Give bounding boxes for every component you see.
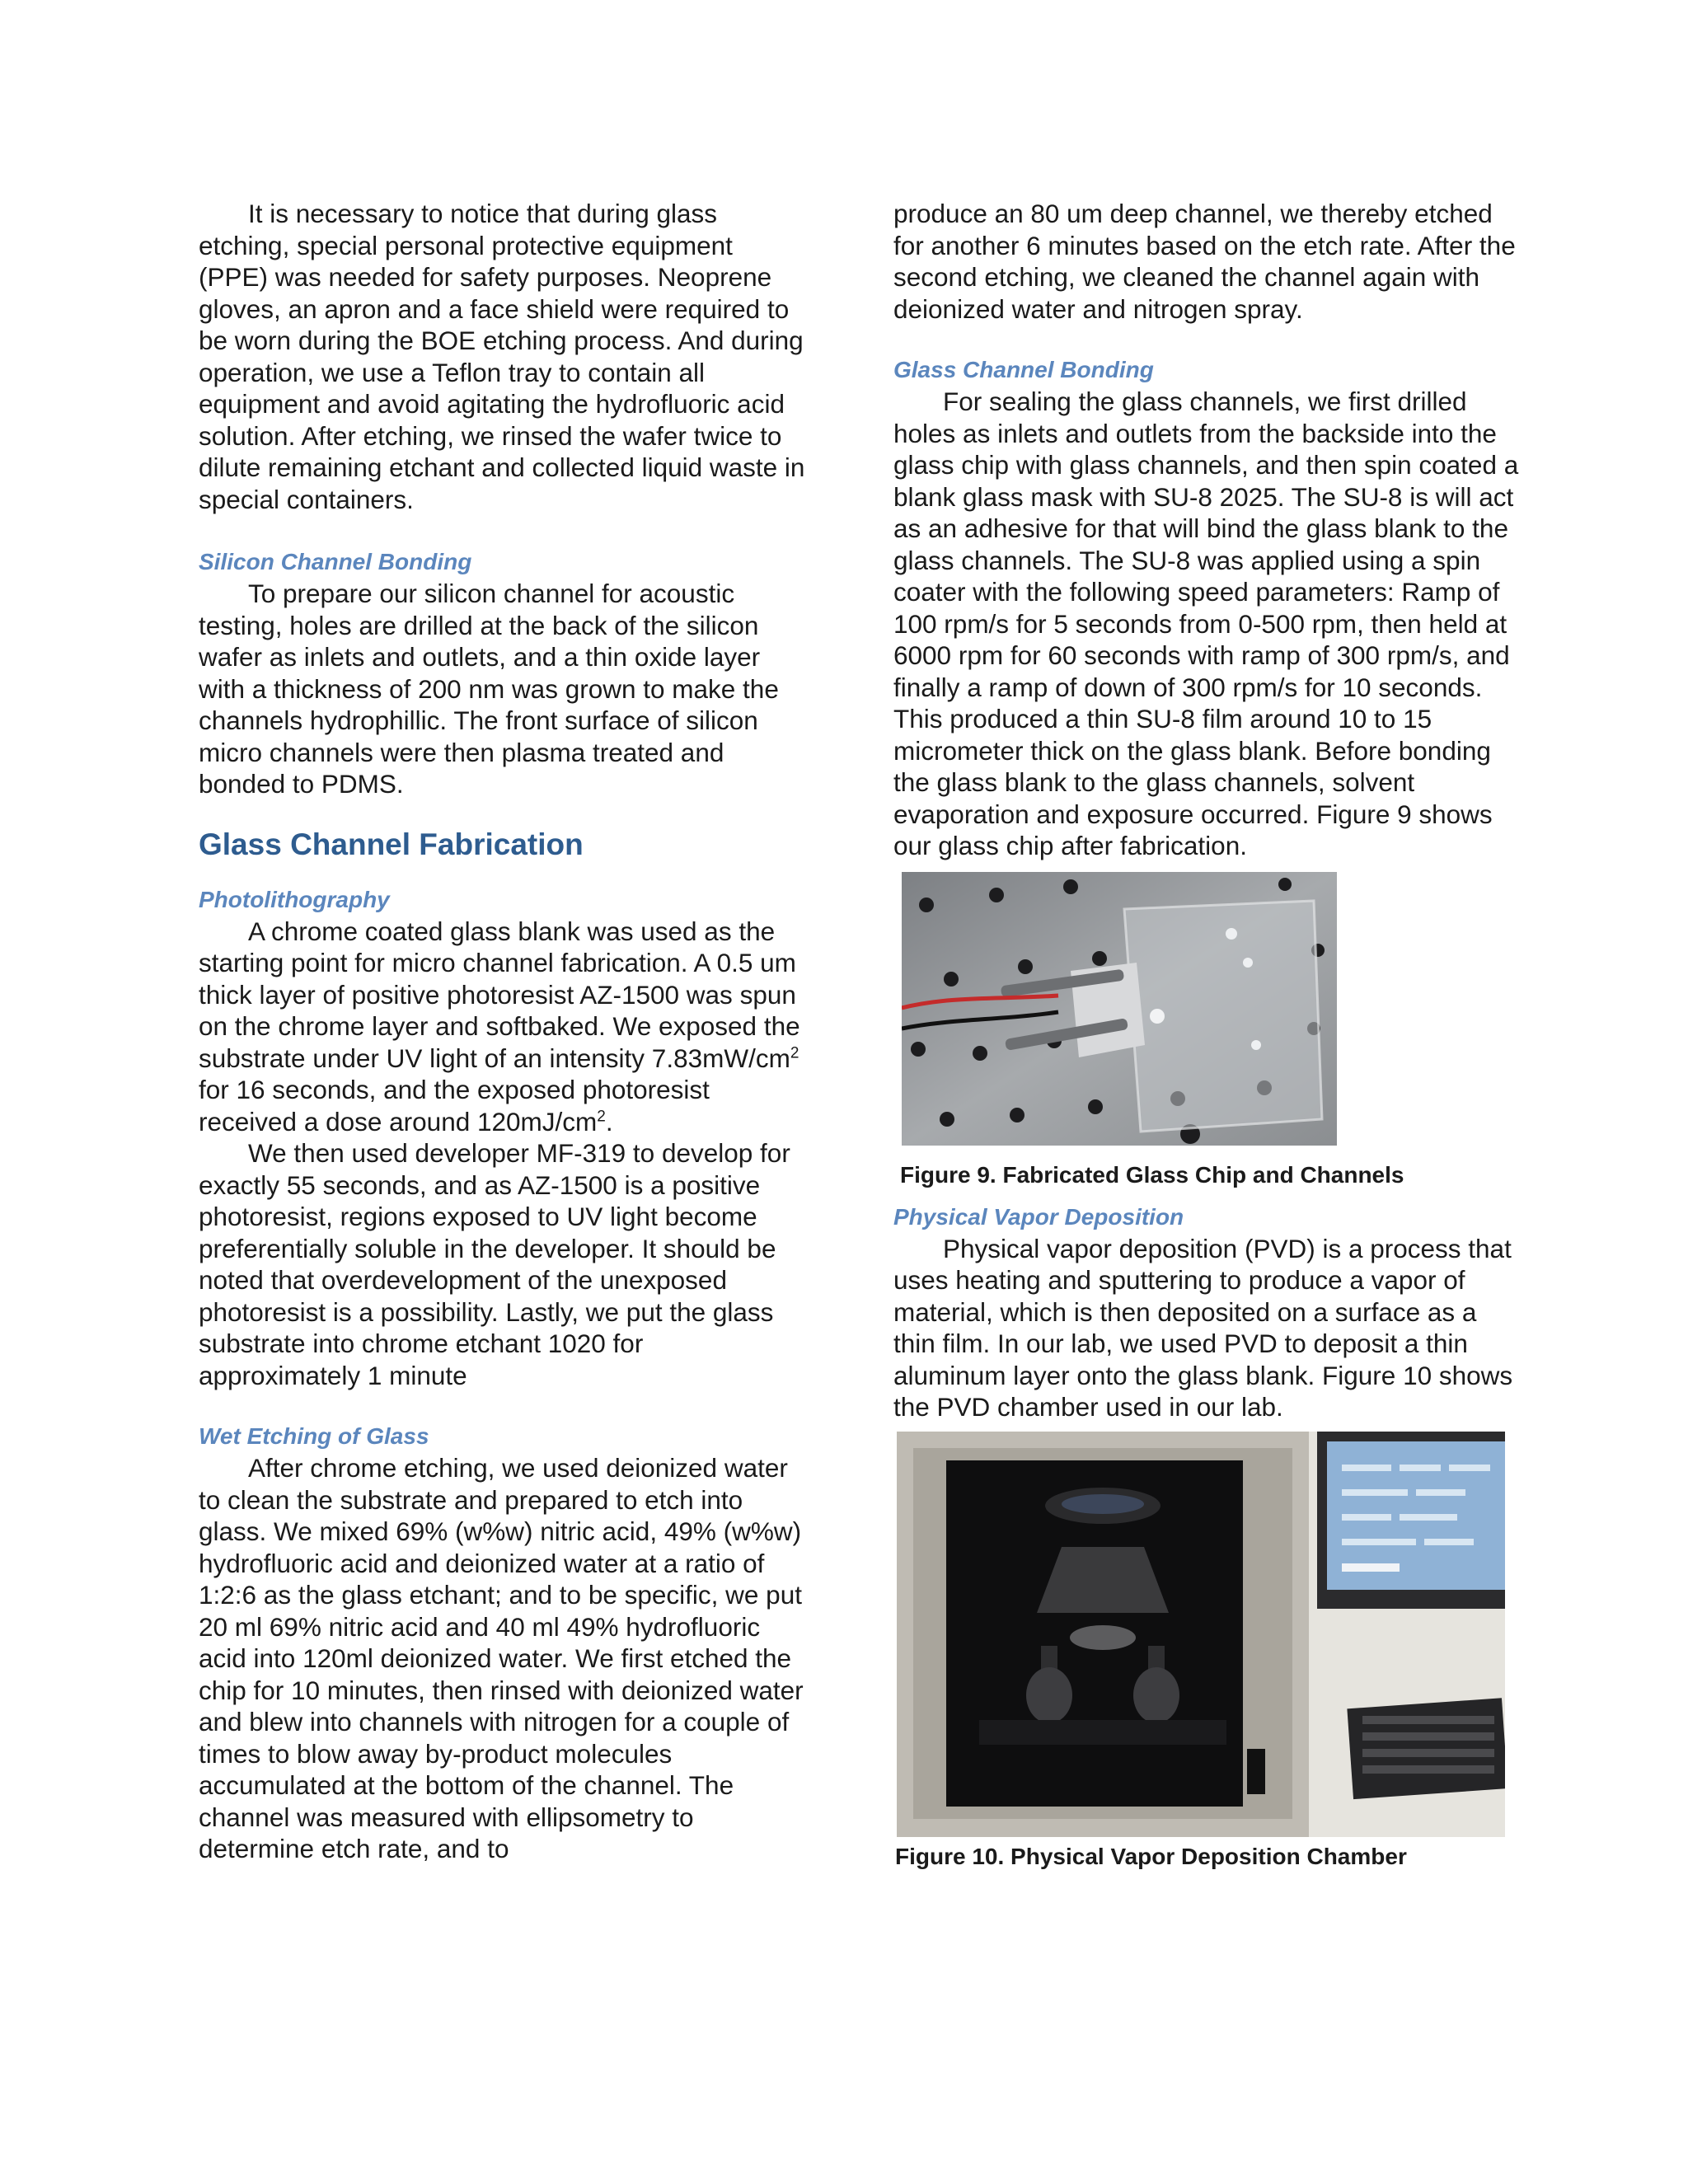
- left-column: [199, 198, 809, 1865]
- figure-9-caption: Figure 9. Fabricated Glass Chip and Channels: [900, 1161, 1404, 1188]
- paragraph-etch-continued: produce an 80 um deep channel, we thereby etched for another 6 minutes based on the etch rate. After the second etching, we cleaned the channel again with deionized water and nitrogen spray.: [893, 199, 1516, 324]
- subheading-photolithography: Photolithography: [199, 886, 390, 912]
- paragraph-silicon-bonding: To prepare our silicon channel for acoustic testing, holes are drilled at the back of the silicon wafer as inlets and outlets, and a thin oxide layer with a thickness of 200 nm was grown to make the channels hydrophillic. The front surface of silicon micro channels were then plasma treated and bonded to PDMS.: [199, 579, 779, 799]
- subheading-glass-channel-bonding: Glass Channel Bonding: [893, 357, 1154, 382]
- paragraph-photolithography-1: A chrome coated glass blank was used as the starting point for micro channel fabrication. A 0.5 um thick layer of positive photoresist AZ-1500 was spun on the chrome layer and softbaked. We exposed the substrate under UV light of an intensity $7.83mW/cm^2$ for 16 seconds, and the exposed photoresist received a dose around $120mJ/cm^2$.: [199, 916, 800, 1137]
- paragraph-photolithography-2: We then used developer MF-319 to develop for exactly 55 seconds, and as AZ-1500 is a positive photoresist, regions exposed to UV light become preferentially soluble in the developer. It should be noted that overdevelopment of the unexposed photoresist is a possibility. Lastly, we put the glass substrate into chrome etchant 1020 for approximately 1 minute: [199, 1138, 790, 1390]
- paragraph-ppe: It is necessary to notice that during glass etching, special personal protective equipment (PPE) was needed for safety purposes. Neoprene gloves, an apron and a face shield were required to be worn during the BOE etching process. And during operation, we use a Teflon tray to contain all equipment and avoid agitating the hydrofluoric acid solution. After etching, we rinsed the wafer twice to dilute remaining etchant and collected liquid waste in special containers.: [199, 199, 805, 514]
- superscript-2: 2: [597, 1108, 606, 1125]
- subheading-silicon-channel-bonding: Silicon Channel Bonding: [199, 549, 472, 574]
- pvd-chamber-image: [897, 1432, 1505, 1837]
- glass-chip-image: [902, 872, 1337, 1146]
- subheading-physical-vapor-deposition: Physical Vapor Deposition: [893, 1203, 1184, 1230]
- superscript-2: 2: [790, 1044, 799, 1062]
- paragraph-wet-etching: After chrome etching, we used deionized water to clean the substrate and prepared to etch into glass. We mixed 69% (w%w) nitric acid, 49% (w%w) hydrofluoric acid and deionized water at a ratio of 1:2:6 as the glass etchant; and to be specific, we put 20 ml 69% nitric acid and 40 ml 49% hydrofluoric acid into 120ml deionized water. We first etched the chip for 10 minutes, then rinsed with deionized water and blew into channels with nitrogen for a couple of times to blow away by-product molecules accumulated at the bottom of the channel. The channel was measured with ellipsometry to determine etch rate, and to: [199, 1453, 804, 1863]
- paragraph-glass-bonding: For sealing the glass channels, we first drilled holes as inlets and outlets from the backside into the glass chip with glass channels, and then spin coated a blank glass mask with SU-8 2025. The SU-8 is will act as an adhesive for that will bind the glass blank to the glass channels. The SU-8 was applied using a spin coater with the following speed parameters: Ramp of 100 rpm/s for 5 seconds from 0-500 rpm, then held at 6000 rpm for 60 seconds with ramp of 300 rpm/s, and finally a ramp of down of 300 rpm/s for 10 seconds. This produced a thin SU-8 film around 10 to 15 micrometer thick on the glass blank. Before bonding the glass blank to the glass channels, solvent evaporation and exposure occurred. Figure 9 shows our glass chip after fabrication.: [893, 387, 1519, 860]
- figure-9-photo: [902, 872, 1337, 1146]
- figure-10-photo: [897, 1432, 1505, 1837]
- paragraph-pvd: Physical vapor deposition (PVD) is a process that uses heating and sputtering to produce a vapor of material, which is then deposited on a surface as a thin film. In our lab, we used PVD to deposit a thin aluminum layer onto the glass blank. Figure 10 shows the PVD chamber used in our lab.: [893, 1233, 1513, 1422]
- figure-10-caption: Figure 10. Physical Vapor Deposition Chamber: [895, 1843, 1407, 1869]
- subheading-wet-etching: Wet Etching of Glass: [199, 1423, 429, 1449]
- right-column: [893, 198, 1520, 1872]
- section-heading-glass-channel-fabrication: Glass Channel Fabrication: [199, 827, 584, 861]
